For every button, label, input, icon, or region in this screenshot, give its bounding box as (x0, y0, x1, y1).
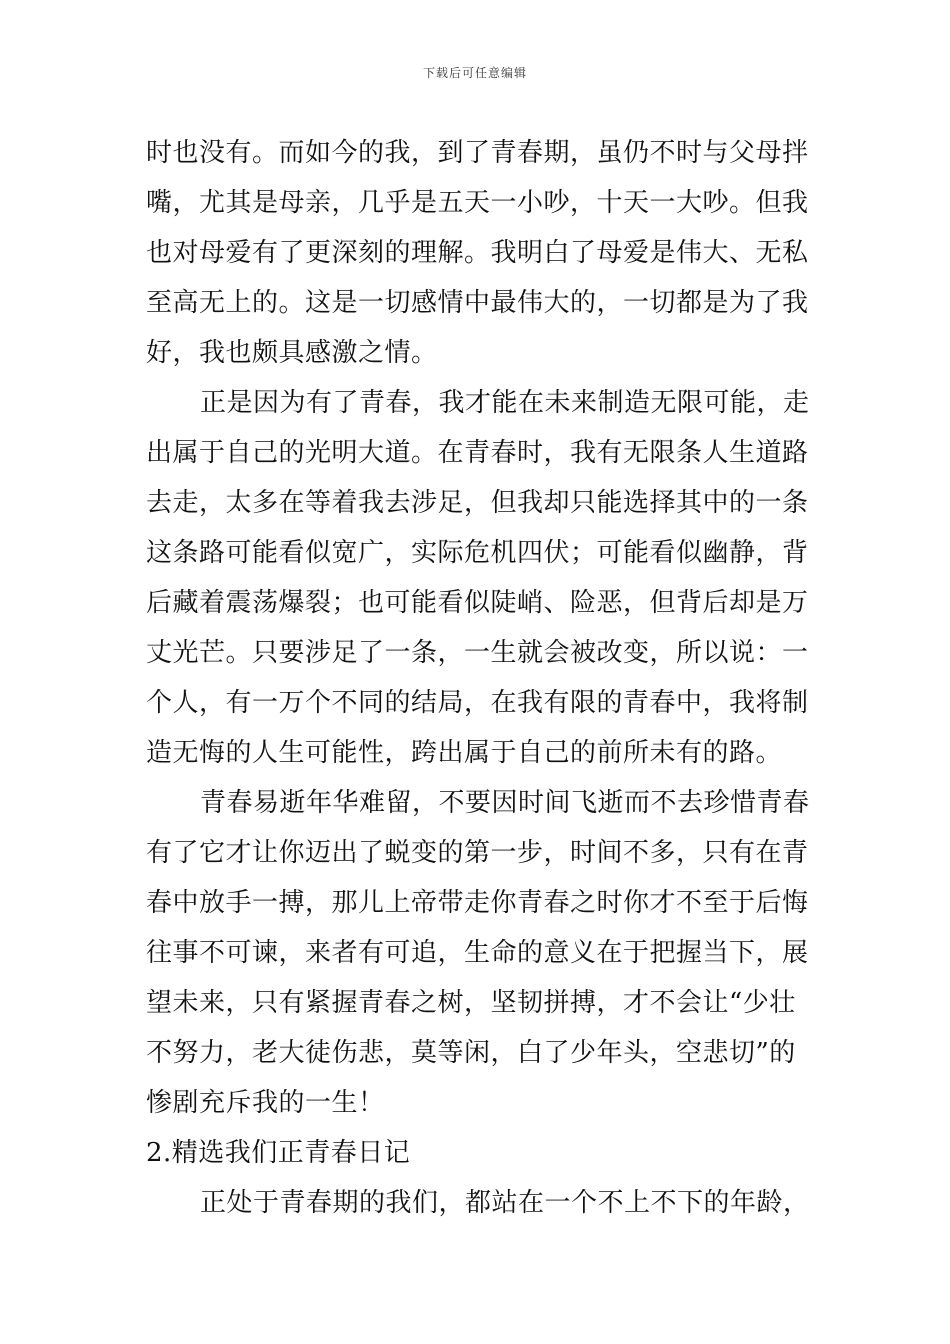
text-line: 丈光芒。只要涉足了一条，一生就会被改变，所以说：一 (146, 638, 809, 668)
text-line: 个人，有一万个不同的结局，在我有限的青春中，我将制 (146, 688, 809, 718)
text-line: 出属于自己的光明大道。在青春时，我有无限条人生道路 (146, 438, 809, 468)
paragraph-first-line: 正是因为有了青春，我才能在未来制造无限可能，走 (200, 388, 810, 418)
text-line: 春中放手一搏，那儿上帝带走你青春之时你才不至于后悔 (146, 888, 809, 918)
page-header-note: 下载后可任意编辑 (422, 66, 527, 80)
text-line: 不努力，老大徒伤悲，莫等闲，白了少年头，空悲切”的 (146, 1038, 796, 1068)
text-line: 后藏着震荡爆裂；也可能看似陡峭、险恶，但背后却是万 (146, 588, 809, 618)
text-line: 往事不可谏，来者有可追，生命的意义在于把握当下，展 (146, 938, 809, 968)
text-line: 好，我也颇具感激之情。 (146, 338, 438, 368)
text-line: 时也没有。而如今的我，到了青春期，虽仍不时与父母拌 (146, 138, 809, 168)
text-line: 有了它才让你迈出了蜕变的第一步，时间不多，只有在青 (146, 838, 809, 868)
section-heading: 2.精选我们正青春日记 (146, 1138, 411, 1168)
paragraph-first-line: 青春易逝年华难留，不要因时间飞逝而不去珍惜青春 (200, 788, 810, 818)
text-line: 去走，太多在等着我去涉足，但我却只能选择其中的一条 (146, 488, 809, 518)
text-line: 惨剧充斥我的一生！ (146, 1088, 385, 1118)
text-line: 这条路可能看似宽广，实际危机四伏；可能看似幽静，背 (146, 538, 809, 568)
text-line: 嘴，尤其是母亲，几乎是五天一小吵，十天一大吵。但我 (146, 188, 809, 218)
text-line: 至高无上的。这是一切感情中最伟大的，一切都是为了我 (146, 288, 809, 318)
text-line: 也对母爱有了更深刻的理解。我明白了母爱是伟大、无私 (146, 238, 809, 268)
text-line: 造无悔的人生可能性，跨出属于自己的前所未有的路。 (146, 738, 783, 768)
text-line: 望未来，只有紧握青春之树，坚韧拼搏，才不会让“少壮 (146, 988, 796, 1018)
paragraph-first-line: 正处于青春期的我们，都站在一个不上不下的年龄， (200, 1188, 810, 1218)
body-text (146, 128, 810, 1228)
